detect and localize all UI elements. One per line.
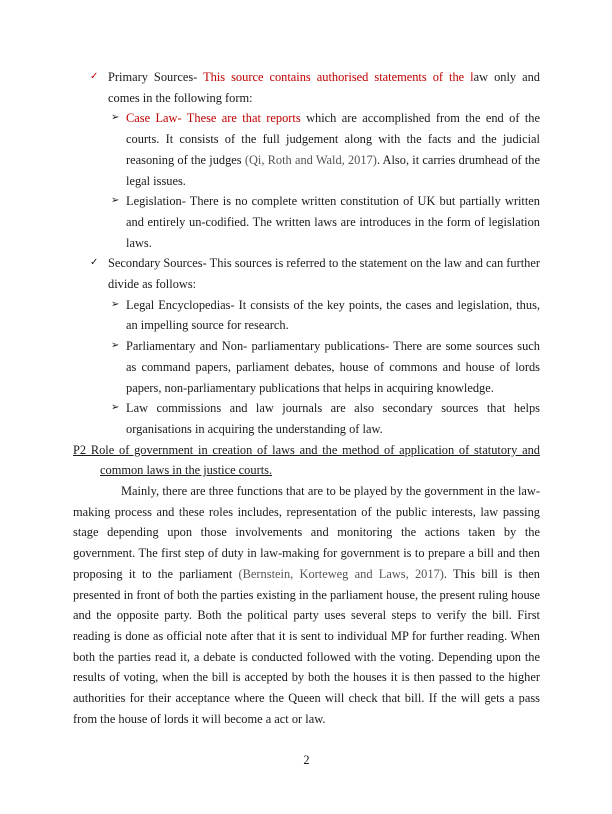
law-commissions-item bbox=[111, 398, 540, 439]
arrow-bullet-icon: ➢ bbox=[111, 340, 120, 352]
legislation-item bbox=[111, 191, 540, 253]
text: . This bill is then presented in front of both the parties existing in the parliament house, the present ruling house and the opposite party. Both the political party uses several steps to verify the bill. First reading is done as official note after that it is sent to individual MP for further reading. When both the parties read it, a debate is conducted followed with the voting. Depending upon the results of voting, when the bill is accepted by both the houses it is then passed to the higher authorities for their acceptance where the Queen will check that bill. If the will gets a pass from the house of lords it will become a act or law. bbox=[73, 566, 540, 726]
text: Law commissions and law journals are also secondary sources that helps organisations in acquiring the understanding of law. bbox=[126, 401, 540, 436]
arrow-bullet-icon: ➢ bbox=[111, 112, 120, 124]
section-heading: P2 Role of government in creation of laws and the method of application of statutory and common laws in the justice courts. bbox=[73, 442, 540, 478]
checkmark-icon: ✓ bbox=[90, 71, 99, 82]
text: Legal Encyclopedias- It consists of the key points, the cases and legislation, thus, an impelling source for research. bbox=[126, 297, 540, 333]
label: Primary Sources- bbox=[108, 70, 204, 84]
legal-encyclopedias-item bbox=[111, 295, 540, 336]
highlight: Case Law- These are that reports bbox=[126, 111, 301, 126]
text: which are accomplished from the end of the courts. It consists of the full judgement along with the facts and the judicial reasoning of the judges bbox=[126, 111, 540, 167]
parliamentary-item bbox=[111, 336, 540, 398]
checkmark-icon: ✓ bbox=[90, 257, 99, 269]
arrow-bullet-icon: ➢ bbox=[111, 298, 120, 310]
citation: (Bernstein, Korteweg and Laws, 2017) bbox=[238, 566, 444, 581]
text: Mainly, there are three functions that are to be played by the government in the law-making process and these roles includes, representation of the public interests, law passing stage depending upon those involvements and monitoring the actions taken by the government. The first step of duty in law-making for government is to prepare a bill and then proposing it to the parliament bbox=[73, 484, 540, 581]
text: Parliamentary and Non- parliamentary publications- There are some sources such as command papers, parliament debates, house of commons and house of lords papers, non-parliamentary publications that helps in acquiring knowledge. bbox=[126, 339, 540, 395]
text: Legislation- There is no complete written constitution of UK but partially written and entirely un-codified. The written laws are introduces in the form of legislation laws. bbox=[126, 194, 540, 250]
text: . Also, it carries drumhead of the legal issues. bbox=[126, 152, 540, 188]
text: Secondary Sources- This sources is referred to the statement on the law and can further divide as follows: bbox=[108, 256, 540, 292]
citation: (Qi, Roth and Wald, 2017) bbox=[244, 152, 377, 167]
body-paragraph bbox=[73, 481, 540, 729]
arrow-bullet-icon: ➢ bbox=[111, 402, 120, 414]
case-law-item bbox=[111, 108, 540, 191]
secondary-sources-item bbox=[90, 253, 540, 294]
highlight: This source contains authorised statements of the l bbox=[203, 70, 474, 84]
arrow-bullet-icon: ➢ bbox=[111, 195, 120, 207]
primary-sources-item bbox=[90, 67, 541, 108]
text: aw only and comes in the following form: bbox=[108, 70, 541, 105]
page-number: 2 bbox=[303, 752, 310, 767]
